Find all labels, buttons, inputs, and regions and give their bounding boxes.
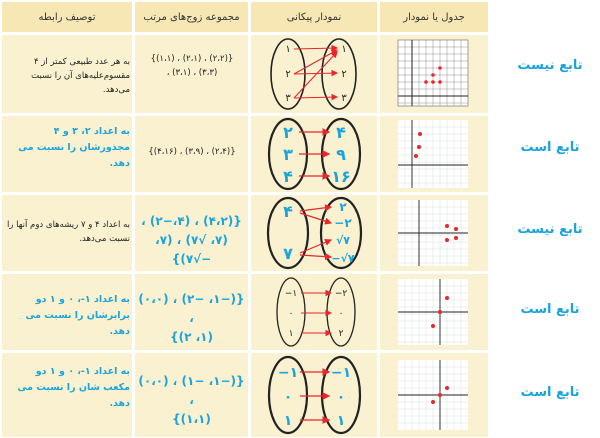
row2-left-2: ۳ xyxy=(283,145,293,164)
row4-right-1: −۲ xyxy=(334,289,348,299)
row1-graph xyxy=(398,40,468,106)
row2-arrow-diagram xyxy=(251,116,377,192)
row2-description-line3: دهد. xyxy=(109,158,130,169)
row2-verdict: تابع است xyxy=(520,140,580,155)
row4-right-3: ۲ xyxy=(338,329,344,339)
row4-left-1: −۱ xyxy=(284,289,298,299)
row3-right-2: −۲ xyxy=(334,216,352,230)
row5-description xyxy=(6,364,130,412)
row1-description-line2: مقسوم‌علیه‌های آن را نسبت می‌دهد. xyxy=(31,71,130,95)
row3-right-4: −√۷ xyxy=(331,252,355,265)
row1-left-3: ۳ xyxy=(285,93,291,104)
row1-right-2: ۲ xyxy=(341,69,347,80)
row4-left-3: ۱ xyxy=(288,329,294,339)
row2-description-line1: به اعداد ۲، ۳ و ۴ xyxy=(53,126,130,137)
row1-pairs-line2: (۳،۳) ، (۳،۱) ، xyxy=(166,68,218,78)
row3-right-1: ۲ xyxy=(339,200,347,214)
row4-pairs-line1: {(−۱، −۲) ، (۰،۰) ، xyxy=(138,292,245,325)
row1-pairs xyxy=(138,52,246,80)
row1-description xyxy=(6,55,130,97)
row4-description-line1: به اعداد ۱-، ۰ و ۱ دو xyxy=(35,294,130,305)
row1-description-line1: به هر عدد طبیعی کمتر از ۴ xyxy=(34,57,130,67)
row1-left-2: ۲ xyxy=(285,69,291,80)
row1-right-3: ۳ xyxy=(341,93,347,104)
row5-description-line3: دهد. xyxy=(109,398,130,409)
row3-verdict: تابع نیست xyxy=(517,222,583,237)
row2-right-1: ۴ xyxy=(336,123,346,142)
header-diagram-label: نمودار پیکانی xyxy=(286,11,342,23)
row3-arrow-diagram xyxy=(251,195,377,271)
row3-pairs xyxy=(136,212,247,269)
row1-pairs-line1: {(۲،۲) ، (۲،۱) ، (۱،۱)} xyxy=(150,54,234,64)
header-description xyxy=(2,2,132,32)
header-diagram xyxy=(251,2,377,32)
row5-left-3: ۱ xyxy=(283,413,293,429)
row1-right-1: ۱ xyxy=(341,44,347,55)
row4-right-2: ۰ xyxy=(338,309,344,319)
row5-left-2: ۰ xyxy=(283,389,293,405)
row3-pairs-line2: (۷، √۷) ، (۷، −√۷)} xyxy=(155,233,228,266)
row1-left-1: ۱ xyxy=(285,44,291,55)
row5-left-1: −۱ xyxy=(277,365,299,381)
row2-description xyxy=(6,124,130,172)
row1-verdict: تابع نیست xyxy=(517,58,583,73)
header-pairs xyxy=(135,2,248,32)
row3-right-3: √۷ xyxy=(335,234,351,247)
row4-description-line2: برابرشان را نسبت می دهد. xyxy=(25,310,130,337)
row2-left-3: ۴ xyxy=(283,167,293,186)
row2-pairs-line1: {(۲،۴) ، (۳،۹) ، (۴،۱۶)} xyxy=(148,147,236,157)
row5-right-1: −۱ xyxy=(330,365,352,381)
row2-description-line2: مجذورشان را نسبت می xyxy=(18,142,130,153)
row4-graph xyxy=(398,279,468,345)
row2-graph xyxy=(398,120,468,188)
row3-description xyxy=(6,218,130,246)
row4-left-2: ۰ xyxy=(288,309,294,319)
header-pairs-label: مجموعه زوج‌های مرتب xyxy=(143,11,240,23)
row4-verdict: تابع است xyxy=(520,302,580,317)
row3-description-line1: به اعداد ۴ و ۷ ریشه‌های دوم آنها را xyxy=(6,220,130,230)
row2-right-2: ۹ xyxy=(336,145,346,164)
row5-description-line1: به اعداد ۱-، ۰ و ۱ دو xyxy=(35,366,130,377)
header-graph-label: جدول یا نمودار xyxy=(403,11,465,23)
row3-graph xyxy=(398,200,468,266)
row4-arrow-diagram xyxy=(251,274,377,350)
row2-right-3: ۱۶ xyxy=(331,167,351,186)
row5-verdict: تابع است xyxy=(520,385,580,400)
row3-left-2: ۷ xyxy=(283,244,293,263)
row5-description-line2: مکعب شان را نسبت می xyxy=(17,382,130,393)
row1-arrow-diagram xyxy=(251,35,377,113)
row5-arrow-diagram xyxy=(251,353,377,437)
header-graph xyxy=(380,2,488,32)
row5-pairs xyxy=(136,372,247,429)
row5-graph xyxy=(398,360,468,430)
row3-left-1: ۴ xyxy=(283,202,293,221)
row5-right-3: ۱ xyxy=(336,413,346,429)
row4-pairs xyxy=(136,290,247,347)
row4-description xyxy=(6,292,130,340)
row5-pairs-line2: (۱،۱)} xyxy=(172,412,211,426)
row2-left-1: ۲ xyxy=(283,123,293,142)
row5-right-2: ۰ xyxy=(336,389,346,405)
row3-pairs-line1: {(۴،۲) ، (۴،−۲) ، xyxy=(141,214,242,228)
row4-pairs-line2: (۱، ۲)} xyxy=(170,330,213,344)
row2-pairs xyxy=(138,145,246,159)
row5-pairs-line1: {(−۱، −۱) ، (۰،۰) ، xyxy=(138,374,245,407)
row3-description-line2: نسبت می‌دهد. xyxy=(79,234,130,244)
header-description-label: توصیف رابطه xyxy=(38,11,96,23)
